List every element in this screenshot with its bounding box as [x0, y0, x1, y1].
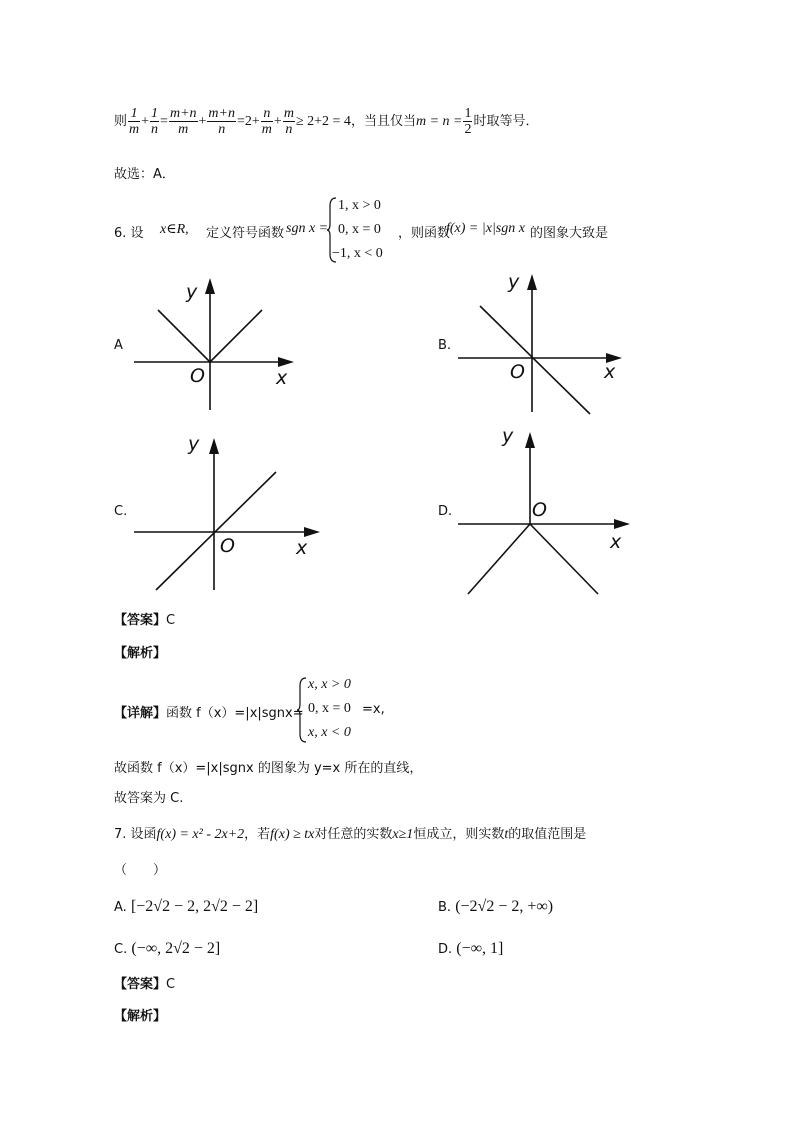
y-axis-arrow-icon	[209, 438, 219, 454]
option-label: C.	[114, 942, 128, 957]
q7-number: 7. 设函	[114, 827, 157, 842]
x-axis-arrow-icon	[304, 527, 320, 537]
answer-value: C	[166, 977, 176, 992]
detail-case-1: x, x > 0	[308, 677, 351, 692]
inequality-line	[114, 106, 538, 137]
answer-value: C	[166, 613, 176, 628]
x-axis-arrow-icon	[614, 519, 630, 529]
q7-option-c	[114, 940, 220, 958]
fraction-m-over-n: $\frac{m}{n}$	[283, 106, 294, 137]
q6-middle-text: 定义符号函数	[206, 226, 285, 241]
option-label: A.	[114, 900, 127, 915]
x-label: x	[296, 537, 308, 559]
t-variable: t	[504, 827, 509, 842]
option-d-graph	[452, 424, 642, 598]
option-c-label: C.	[114, 504, 128, 519]
fraction-one-half: $\frac{1}{2}$	[464, 106, 472, 137]
option-a-graph	[128, 272, 308, 414]
comma-text: ，若	[244, 827, 271, 842]
graph-right-ray	[210, 310, 262, 362]
fraction-mn-over-m: $\frac{m+n}{m}$	[169, 106, 197, 137]
answer-parentheses: （ ）	[114, 863, 167, 878]
q6-answer-line	[114, 612, 175, 630]
graph-left-ray	[468, 524, 530, 594]
graph-line	[156, 472, 276, 590]
option-d-label: D.	[438, 504, 453, 519]
x-label: x	[610, 531, 622, 553]
y-label: y	[188, 433, 200, 455]
origin-label: O	[532, 499, 547, 521]
sgn-case-3: −1, x < 0	[332, 246, 383, 261]
y-axis-arrow-icon	[525, 432, 535, 448]
q7-option-d	[438, 940, 503, 958]
analysis-tag: 【解析】	[114, 646, 167, 661]
x-label: x	[604, 361, 616, 383]
inequality-rhs: ≥ 2+2 = 4	[295, 114, 351, 129]
condition: x≥1	[392, 827, 414, 842]
answer-tag: 【答案】	[114, 977, 167, 992]
function-f: f(x) = |x|sgn x	[446, 221, 525, 236]
origin-label: O	[220, 535, 235, 557]
origin-label: O	[510, 361, 525, 383]
question-7-stem	[114, 826, 586, 844]
x-in-r: x∈R,	[160, 222, 189, 237]
inequality: f(x) ≥ tx	[270, 827, 315, 842]
detail-tag: 【详解】	[114, 706, 167, 721]
option-b-graph	[452, 266, 632, 416]
answer-tag: 【答案】	[114, 613, 167, 628]
y-label: y	[502, 425, 514, 447]
q6-suffix: 的图象大致是	[530, 226, 609, 241]
detail-suffix: =x,	[362, 702, 385, 717]
prefix-text: 则	[114, 114, 128, 129]
analysis-tag: 【解析】	[114, 1009, 167, 1024]
m-equals-n: m = n =	[415, 114, 463, 129]
fraction-n-over-m: $\frac{n}{m}$	[261, 106, 272, 137]
left-brace	[296, 676, 308, 744]
graph-right-ray	[530, 524, 598, 594]
plus-sign: +	[141, 114, 150, 129]
option-label: D.	[438, 942, 453, 957]
equals-sign: =	[236, 114, 245, 129]
option-value: [−2√2 − 2, 2√2 − 2]	[130, 898, 259, 915]
choose-line: 故选：A．	[114, 167, 175, 182]
suffix-text: 时取等号．	[473, 114, 539, 129]
option-value: (−∞, 2√2 − 2]	[131, 940, 221, 957]
fraction-1-over-n: $\frac{1}{n}$	[151, 106, 159, 137]
y-axis-arrow-icon	[527, 274, 537, 290]
graph-left-ray	[158, 310, 210, 362]
sgn-case-2: 0, x = 0	[338, 222, 381, 237]
detail-text: 函数 f（x）=|x|sgnx=	[166, 706, 304, 721]
option-b-label: B.	[438, 338, 452, 353]
q6-number: 6. 设	[114, 226, 144, 241]
q7-mid-text: 对任意的实数	[314, 827, 393, 842]
q7-suffix: 的取值范围是	[508, 827, 587, 842]
sgn-case-1: 1, x > 0	[338, 198, 381, 213]
condition-text: ，当且仅当	[350, 114, 416, 129]
y-label: y	[186, 281, 198, 303]
y-label: y	[508, 271, 520, 293]
conclusion-line-1: 故函数 f（x）=|x|sgnx 的图象为 y=x 所在的直线，	[114, 761, 423, 776]
q7-answer-line	[114, 976, 175, 994]
fraction-1-over-m: $\frac{1}{m}$	[129, 106, 140, 137]
plus-sign: +	[273, 114, 282, 129]
y-axis-arrow-icon	[205, 278, 215, 294]
detail-case-3: x, x < 0	[308, 725, 351, 740]
two-plus: 2+	[244, 114, 260, 129]
option-value: (−2√2 − 2, +∞)	[455, 898, 554, 915]
origin-label: O	[190, 365, 205, 387]
sgn-symbol: sgn x =	[286, 221, 329, 236]
x-axis-arrow-icon	[278, 357, 294, 367]
function-definition: f(x) = x² - 2x+2	[156, 827, 245, 842]
option-c-graph	[128, 428, 328, 592]
q7-option-b	[438, 898, 553, 916]
option-value: (−∞, 1]	[456, 940, 504, 957]
equals-sign: =	[160, 114, 168, 129]
option-label: B.	[438, 900, 452, 915]
fraction-mn-over-n: $\frac{m+n}{n}$	[208, 106, 235, 137]
graph-line	[480, 306, 590, 414]
option-a-label: A	[114, 338, 123, 353]
q7-mid-text-2: 恒成立，则实数	[413, 827, 505, 842]
detail-case-2: 0, x = 0	[308, 701, 351, 716]
then-text: ，则函数	[398, 226, 451, 241]
x-label: x	[276, 367, 288, 389]
conclusion-line-2: 故答案为 C.	[114, 791, 184, 806]
q7-option-a	[114, 898, 258, 916]
plus-sign: +	[198, 114, 207, 129]
